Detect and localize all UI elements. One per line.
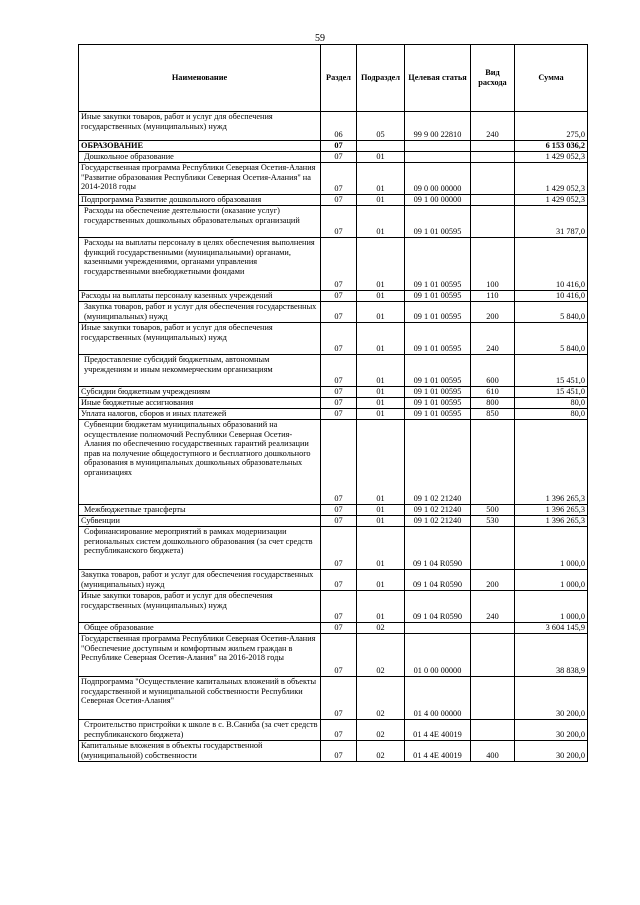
row-subsection: 01 — [357, 206, 405, 238]
row-section: 07 — [321, 323, 357, 355]
row-expense-type — [471, 623, 515, 634]
row-name: Субсидии бюджетным учреждениям — [79, 387, 321, 398]
table-row — [79, 677, 588, 720]
row-section: 07 — [321, 163, 357, 195]
row-subsection: 01 — [357, 505, 405, 516]
row-subsection: 02 — [357, 720, 405, 741]
row-amount: 1 000,0 — [515, 527, 588, 570]
row-amount: 1 396 265,3 — [515, 516, 588, 527]
row-section: 07 — [321, 195, 357, 206]
row-section: 07 — [321, 591, 357, 623]
row-name: Строительство пристройки к школе в с. В.Саниба (за счет средств республиканского бюджета) — [79, 720, 321, 741]
row-target: 99 9 00 22810 — [405, 112, 471, 141]
row-subsection: 01 — [357, 302, 405, 323]
row-section: 07 — [321, 291, 357, 302]
row-name: Расходы на выплаты персоналу в целях обеспечения выполнения функций государственными (муниципальными) органами, казенными учреждениями, органами управления государственными внебюджетными фондами — [79, 238, 321, 291]
row-expense-type: 800 — [471, 398, 515, 409]
row-expense-type — [471, 206, 515, 238]
row-target: 09 1 04 R0590 — [405, 591, 471, 623]
header-target: Целевая статья — [405, 45, 471, 112]
row-name: Государственная программа Республики Северная Осетия-Алания "Развитие образования Республики Северная Осетия-Алания" на 2014-2018 годы — [79, 163, 321, 195]
row-target: 09 1 01 00595 — [405, 302, 471, 323]
row-amount: 1 396 265,3 — [515, 505, 588, 516]
row-expense-type — [471, 163, 515, 195]
row-expense-type: 100 — [471, 238, 515, 291]
row-amount: 30 200,0 — [515, 720, 588, 741]
row-target: 09 1 01 00595 — [405, 355, 471, 387]
row-name: Иные закупки товаров, работ и услуг для обеспечения государственных (муниципальных) нужд — [79, 591, 321, 623]
table-row — [79, 570, 588, 591]
row-target — [405, 623, 471, 634]
row-name: Государственная программа Республики Северная Осетия-Алания "Обеспечение доступным и комфортным жильем граждан в Республике Северная Осетия-Алания" на 2016-2018 годы — [79, 634, 321, 677]
row-target: 09 1 04 R0590 — [405, 570, 471, 591]
row-target: 01 4 4E 40019 — [405, 720, 471, 741]
row-target: 09 1 01 00595 — [405, 387, 471, 398]
row-target: 09 1 01 00595 — [405, 291, 471, 302]
row-expense-type — [471, 634, 515, 677]
row-subsection: 01 — [357, 398, 405, 409]
row-expense-type: 240 — [471, 591, 515, 623]
row-target: 01 4 00 00000 — [405, 677, 471, 720]
row-subsection: 01 — [357, 516, 405, 527]
row-subsection: 01 — [357, 163, 405, 195]
row-amount: 3 604 145,9 — [515, 623, 588, 634]
row-expense-type: 610 — [471, 387, 515, 398]
table-row — [79, 323, 588, 355]
row-expense-type — [471, 420, 515, 505]
row-section: 07 — [321, 634, 357, 677]
row-amount: 15 451,0 — [515, 355, 588, 387]
row-section: 07 — [321, 302, 357, 323]
row-expense-type: 850 — [471, 409, 515, 420]
row-expense-type: 240 — [471, 112, 515, 141]
row-subsection: 01 — [357, 420, 405, 505]
row-name: Иные закупки товаров, работ и услуг для обеспечения государственных (муниципальных) нужд — [79, 112, 321, 141]
row-subsection: 01 — [357, 238, 405, 291]
row-subsection: 01 — [357, 527, 405, 570]
row-name: Закупка товаров, работ и услуг для обеспечения государственных (муниципальных) нужд — [79, 570, 321, 591]
row-target: 09 1 00 00000 — [405, 195, 471, 206]
row-subsection — [357, 141, 405, 152]
row-name: ОБРАЗОВАНИЕ — [79, 141, 321, 152]
row-target: 09 0 00 00000 — [405, 163, 471, 195]
row-name: Закупка товаров, работ и услуг для обеспечения государственных (муниципальных) нужд — [79, 302, 321, 323]
row-section: 07 — [321, 409, 357, 420]
row-target: 09 1 01 00595 — [405, 238, 471, 291]
row-subsection: 02 — [357, 634, 405, 677]
row-amount: 1 429 052,3 — [515, 163, 588, 195]
table-row — [79, 238, 588, 291]
row-target — [405, 152, 471, 163]
row-amount: 5 840,0 — [515, 302, 588, 323]
row-name: Подпрограмма "Осуществление капитальных вложений в объекты государственной и муниципальной собственности Республики Северная Осетия-Алания" — [79, 677, 321, 720]
row-amount: 30 200,0 — [515, 741, 588, 762]
table-row — [79, 409, 588, 420]
row-amount: 30 200,0 — [515, 677, 588, 720]
row-subsection: 02 — [357, 623, 405, 634]
row-subsection: 01 — [357, 355, 405, 387]
row-subsection: 01 — [357, 387, 405, 398]
row-name: Субвенции — [79, 516, 321, 527]
row-section: 07 — [321, 505, 357, 516]
row-expense-type: 530 — [471, 516, 515, 527]
table-body — [79, 112, 588, 762]
row-name: Уплата налогов, сборов и иных платежей — [79, 409, 321, 420]
table-row — [79, 505, 588, 516]
table-row — [79, 195, 588, 206]
row-name: Подпрограмма Развитие дошкольного образования — [79, 195, 321, 206]
header-name: Наименование — [79, 45, 321, 112]
row-subsection: 01 — [357, 195, 405, 206]
row-subsection: 02 — [357, 741, 405, 762]
table-row — [79, 163, 588, 195]
row-name: Дошкольное образование — [79, 152, 321, 163]
row-expense-type — [471, 152, 515, 163]
row-amount: 10 416,0 — [515, 291, 588, 302]
row-subsection: 01 — [357, 570, 405, 591]
row-section: 07 — [321, 677, 357, 720]
row-amount: 38 838,9 — [515, 634, 588, 677]
row-expense-type: 600 — [471, 355, 515, 387]
table-row — [79, 387, 588, 398]
row-expense-type — [471, 720, 515, 741]
table-row — [79, 516, 588, 527]
row-section: 06 — [321, 112, 357, 141]
row-expense-type: 200 — [471, 302, 515, 323]
row-name: Расходы на обеспечение деятельности (оказание услуг) государственных дошкольных образовательных организаций — [79, 206, 321, 238]
row-target: 09 1 04 R0590 — [405, 527, 471, 570]
row-amount: 31 787,0 — [515, 206, 588, 238]
row-target: 01 4 4E 40019 — [405, 741, 471, 762]
header-section: Раздел — [321, 45, 357, 112]
table-row — [79, 152, 588, 163]
table-row — [79, 112, 588, 141]
header-expense-type: Вид расхода — [471, 45, 515, 112]
table-row — [79, 527, 588, 570]
row-subsection: 02 — [357, 677, 405, 720]
row-subsection: 01 — [357, 409, 405, 420]
row-name: Иные закупки товаров, работ и услуг для обеспечения государственных (муниципальных) нужд — [79, 323, 321, 355]
row-subsection: 05 — [357, 112, 405, 141]
row-amount: 15 451,0 — [515, 387, 588, 398]
row-target: 09 1 02 21240 — [405, 420, 471, 505]
row-target — [405, 141, 471, 152]
row-name: Субвенции бюджетам муниципальных образований на осуществление полномочий Республики Северная Осетия-Алания по обеспечению государственных гарантий реализации прав на получение общедоступного и бесплатного дошкольного образования в муниципальных дошкольных образовательных организациях — [79, 420, 321, 505]
row-section: 07 — [321, 152, 357, 163]
table-row — [79, 206, 588, 238]
row-amount: 1 000,0 — [515, 591, 588, 623]
row-target: 09 1 02 21240 — [405, 516, 471, 527]
row-name: Межбюджетные трансферты — [79, 505, 321, 516]
row-subsection: 01 — [357, 152, 405, 163]
row-section: 07 — [321, 387, 357, 398]
row-amount: 10 416,0 — [515, 238, 588, 291]
row-subsection: 01 — [357, 291, 405, 302]
row-section: 07 — [321, 527, 357, 570]
row-expense-type — [471, 195, 515, 206]
row-amount: 80,0 — [515, 409, 588, 420]
table-row — [79, 291, 588, 302]
row-expense-type: 200 — [471, 570, 515, 591]
table-row — [79, 141, 588, 152]
row-amount: 80,0 — [515, 398, 588, 409]
budget-table — [78, 44, 588, 762]
row-section: 07 — [321, 206, 357, 238]
table-header-row — [79, 45, 588, 112]
row-section: 07 — [321, 720, 357, 741]
row-target: 09 1 01 00595 — [405, 323, 471, 355]
row-section: 07 — [321, 741, 357, 762]
row-section: 07 — [321, 141, 357, 152]
header-subsection: Подраздел — [357, 45, 405, 112]
table-row — [79, 591, 588, 623]
row-amount: 275,0 — [515, 112, 588, 141]
row-section: 07 — [321, 238, 357, 291]
row-expense-type — [471, 141, 515, 152]
page-number: 59 — [315, 33, 325, 44]
row-target: 09 1 02 21240 — [405, 505, 471, 516]
row-expense-type: 400 — [471, 741, 515, 762]
row-subsection: 01 — [357, 591, 405, 623]
row-target: 01 0 00 00000 — [405, 634, 471, 677]
row-name: Иные бюджетные ассигнования — [79, 398, 321, 409]
row-name: Общее образование — [79, 623, 321, 634]
row-subsection: 01 — [357, 323, 405, 355]
header-amount: Сумма — [515, 45, 588, 112]
row-section: 07 — [321, 623, 357, 634]
row-amount: 1 396 265,3 — [515, 420, 588, 505]
row-name: Софинансирование мероприятий в рамках модернизации региональных систем дошкольного образования (за счет средств республиканского бюджета) — [79, 527, 321, 570]
table-row — [79, 720, 588, 741]
row-name: Предоставление субсидий бюджетным, автономным учреждениям и иным некоммерческим организациям — [79, 355, 321, 387]
row-amount: 6 153 036,2 — [515, 141, 588, 152]
row-section: 07 — [321, 516, 357, 527]
row-target: 09 1 01 00595 — [405, 398, 471, 409]
row-amount: 5 840,0 — [515, 323, 588, 355]
row-section: 07 — [321, 398, 357, 409]
row-expense-type: 110 — [471, 291, 515, 302]
row-target: 09 1 01 00595 — [405, 409, 471, 420]
row-section: 07 — [321, 355, 357, 387]
table-row — [79, 623, 588, 634]
row-amount: 1 000,0 — [515, 570, 588, 591]
table-row — [79, 355, 588, 387]
row-expense-type: 240 — [471, 323, 515, 355]
row-amount: 1 429 052,3 — [515, 195, 588, 206]
row-name: Расходы на выплаты персоналу казенных учреждений — [79, 291, 321, 302]
table-row — [79, 302, 588, 323]
row-section: 07 — [321, 420, 357, 505]
table-row — [79, 420, 588, 505]
row-name: Капитальные вложения в объекты государственной (муниципальной) собственности — [79, 741, 321, 762]
row-amount: 1 429 052,3 — [515, 152, 588, 163]
row-target: 09 1 01 00595 — [405, 206, 471, 238]
row-expense-type — [471, 527, 515, 570]
row-expense-type: 500 — [471, 505, 515, 516]
table-row — [79, 634, 588, 677]
table-row — [79, 741, 588, 762]
row-expense-type — [471, 677, 515, 720]
table-row — [79, 398, 588, 409]
row-section: 07 — [321, 570, 357, 591]
